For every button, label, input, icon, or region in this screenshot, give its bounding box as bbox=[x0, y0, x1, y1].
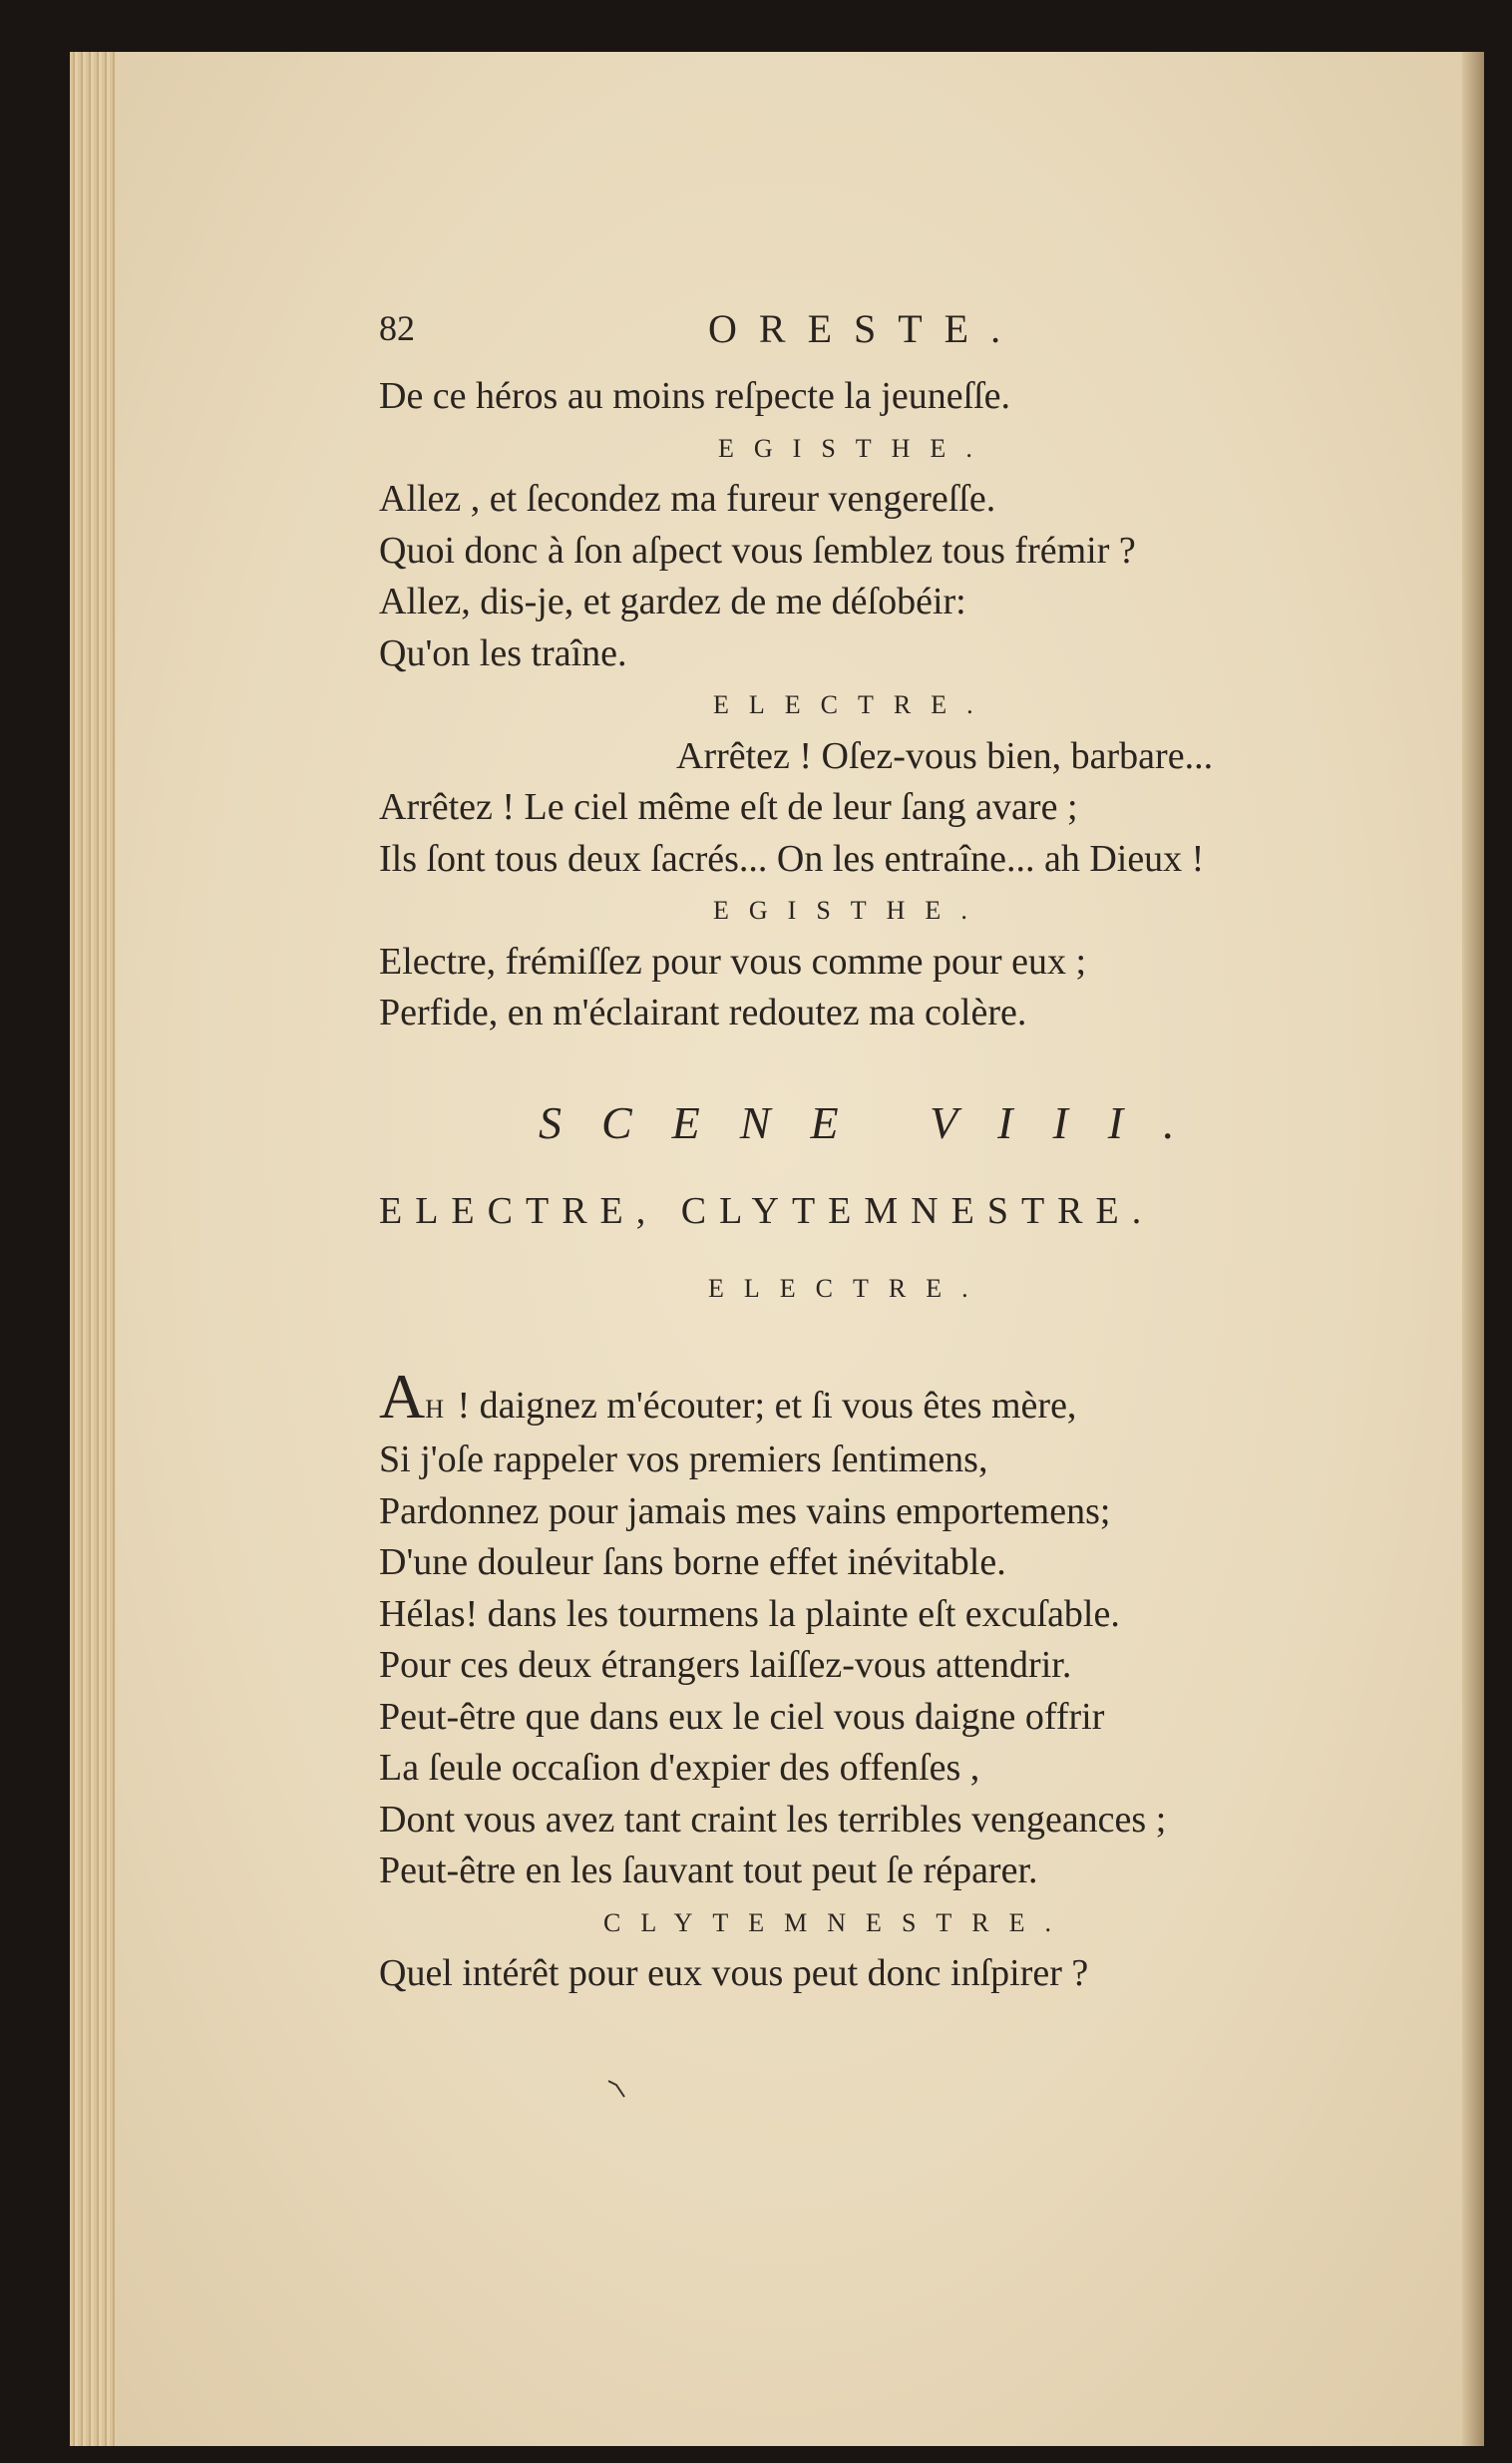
small-cap: H bbox=[425, 1394, 448, 1424]
speaker-name: ELECTRE. bbox=[708, 1273, 988, 1303]
verse-line: Pour ces deux étrangers laiſſez-vous attendrir. bbox=[379, 1644, 1072, 1686]
scene-title: SCENE VIII. bbox=[539, 1096, 1215, 1148]
verse-line: D'une douleur ſans borne effet inévitable. bbox=[379, 1541, 1006, 1583]
verse-line: Dont vous avez tant craint les terribles vengeances ; bbox=[379, 1798, 1167, 1841]
speaker-name: EGISTHE. bbox=[718, 433, 992, 463]
verse-line: Allez , et ſecondez ma fureur vengereſſe. bbox=[379, 478, 996, 520]
verse-line: Arrêtez ! Le ciel même eſt de leur ſang avare ; bbox=[379, 786, 1078, 828]
verse-line: Qu'on les traîne. bbox=[379, 631, 627, 674]
verse-line: Allez, dis-je, et gardez de me déſobéir: bbox=[379, 581, 966, 622]
ink-mark-icon bbox=[606, 2077, 628, 2099]
drop-cap: A bbox=[379, 1360, 426, 1432]
speaker-name: ELECTRE. bbox=[713, 690, 993, 719]
verse-line: De ce héros au moins reſpecte la jeuneſſe. bbox=[379, 375, 1011, 417]
verse-line: Pardonnez pour jamais mes vains emportemens; bbox=[379, 1489, 1111, 1532]
page-stack-edge bbox=[70, 52, 116, 2446]
verse-line: Ils ſont tous deux ſacrés... On les entraîne... ah Dieux ! bbox=[379, 837, 1205, 880]
page-number: 82 bbox=[379, 308, 415, 348]
running-title: ORESTE. bbox=[708, 306, 1023, 351]
page-text bbox=[379, 299, 1356, 2000]
spacer bbox=[379, 1319, 1356, 1371]
verse-line: Peut-être en les ſauvant tout peut ſe réparer. bbox=[379, 1849, 1038, 1891]
spacer bbox=[379, 1039, 1356, 1083]
speaker-name: EGISTHE. bbox=[713, 896, 987, 925]
verse-line: Si j'oſe rappeler vos premiers ſentimens, bbox=[379, 1438, 988, 1480]
verse-line: Peut-être que dans eux le ciel vous daigne offrir bbox=[379, 1695, 1105, 1738]
verse-line: Quel intérêt pour eux vous peut donc inſpirer ? bbox=[379, 1952, 1089, 1994]
verse-line-rest: ! daignez m'écouter; et ſi vous êtes mère, bbox=[457, 1384, 1077, 1427]
scene-characters: ELECTRE, CLYTEMNESTRE. bbox=[379, 1189, 1155, 1232]
verse-line: Quoi donc à ſon aſpect vous ſemblez tous frémir ? bbox=[379, 529, 1136, 572]
verse-line: Hélas! dans les tourmens la plainte eſt excuſable. bbox=[379, 1592, 1120, 1635]
page-header bbox=[379, 299, 1356, 371]
verse-line bbox=[379, 1360, 1356, 1436]
verse-line: Arrêtez ! Oſez-vous bien, barbare... bbox=[676, 734, 1214, 777]
verse-line: Perfide, en m'éclairant redoutez ma colère. bbox=[379, 992, 1027, 1033]
verse-line: La ſeule occaſion d'expier des offenſes , bbox=[379, 1747, 980, 1789]
speaker-name: CLYTEMNESTRE. bbox=[603, 1907, 1072, 1937]
verse-line: Electre, frémiſſez pour vous comme pour eux ; bbox=[379, 940, 1087, 983]
page-shadow-edge bbox=[1462, 52, 1484, 2446]
